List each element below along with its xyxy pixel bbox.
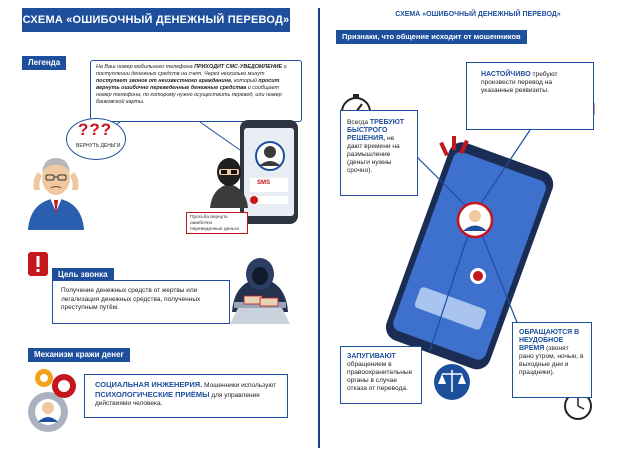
sms-caption: Просьба вернуть ошибочно переведенные деньги <box>186 212 248 234</box>
sign-urgent-box: Всегда ТРЕБУЮТ БЫСТРОГО РЕШЕНИЯ, не дают времени на размышление (деньги нужны срочно). <box>340 110 418 196</box>
warning-icon <box>28 252 48 276</box>
phone-sms-label: SMS <box>257 180 271 186</box>
signs-label: Признаки, что общение исходит от мошенников <box>336 30 527 44</box>
gears-illustration <box>22 364 86 436</box>
confused-man-illustration <box>20 150 92 230</box>
decline-call-icon <box>250 196 258 204</box>
question-marks: ??? <box>78 120 113 139</box>
fraudster-mask-illustration <box>208 152 250 208</box>
sign-scare-box: ЗАПУГИВАЮТ обращением в правоохранительные органы в случае отказа от перевода. <box>340 346 422 404</box>
page-title-right: СХЕМА «ОШИБОЧНЫЙ ДЕНЕЖНЫЙ ПЕРЕВОД» <box>395 11 561 18</box>
bubble-return-money-text: ВЕРНУТЬ ДЕНЬГИ <box>76 143 121 149</box>
legend-label: Легенда <box>22 56 66 70</box>
legend-text-box: На Ваш номер мобильного телефона ПРИХОДИТ СМС-УВЕДОМЛЕНИЕ о поступлении денежных средств на счет. Через несколько минут поступает звонок от неизвестного гражданина, который просит вернуть ошибочно переведенные денежные средства и сообщает номер телефона, по которому нужно осуществить перевод, или номер банковской карты. <box>90 60 302 122</box>
sign-time-box: ОБРАЩАЮТСЯ В НЕУДОБНОЕ ВРЕМЯ (звонят рано утром, ночью, в выходные дни и праздники). <box>512 322 592 398</box>
mechanism-text-box: СОЦИАЛЬНАЯ ИНЖЕНЕРИЯ. Мошенники используют ПСИХОЛОГИЧЕСКИЕ ПРИЁМЫ для управления действиями человека. <box>84 374 288 418</box>
mechanism-label: Механизм кражи денег <box>28 348 130 362</box>
sign-insist-box: НАСТОЙЧИВО требуют произвести перевод на указанные реквизиты. <box>466 62 594 130</box>
purpose-text-box: Получение денежных средств от жертвы или легализация денежных средства, полученных преступным путём. <box>52 280 230 324</box>
purpose-label: Цель звонка <box>52 268 114 282</box>
page-title-left: СХЕМА «ОШИБОЧНЫЙ ДЕНЕЖНЫЙ ПЕРЕВОД» <box>22 8 290 32</box>
hacker-laptop-illustration <box>224 252 296 328</box>
